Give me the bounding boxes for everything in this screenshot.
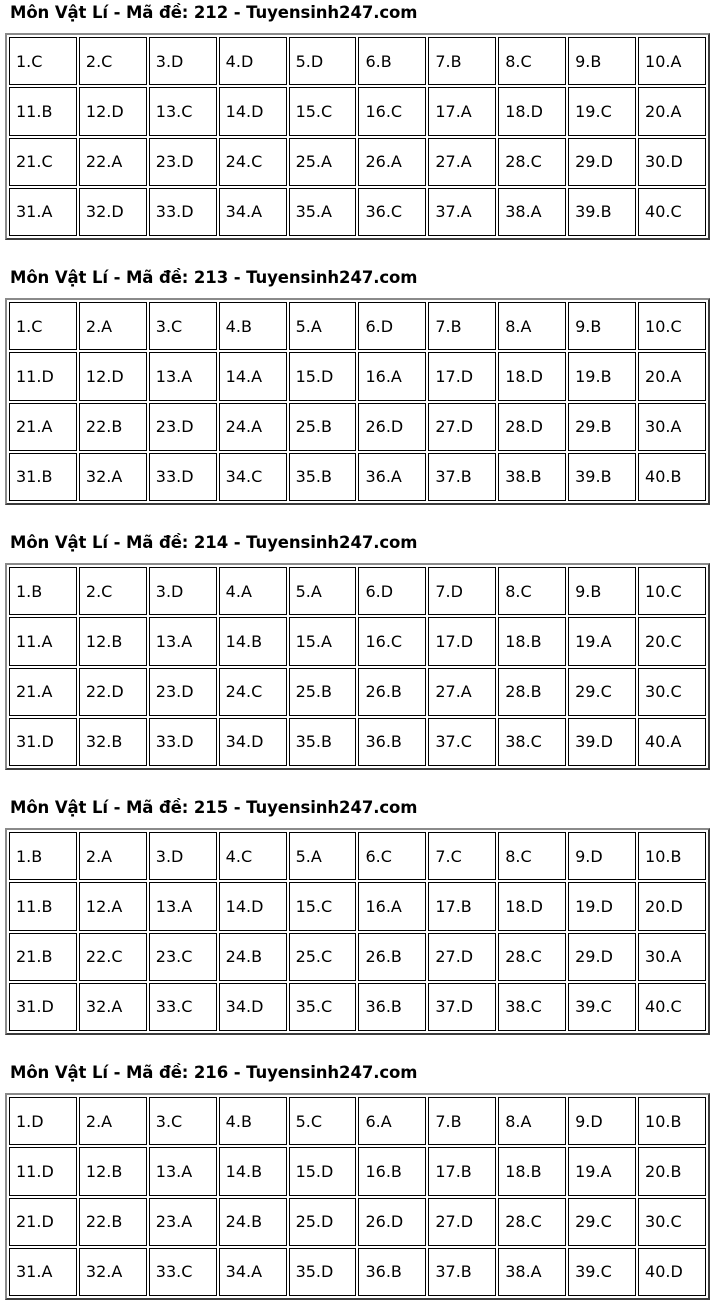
answer-cell: 27.D bbox=[428, 403, 496, 451]
table-row bbox=[9, 1198, 706, 1246]
section-heading: Môn Vật Lí - Mã đề: 212 - Tuyensinh247.com bbox=[10, 3, 418, 22]
answer-cell: 28.D bbox=[498, 403, 566, 451]
answer-cell: 16.A bbox=[358, 882, 426, 930]
answer-cell: 4.B bbox=[219, 1097, 287, 1145]
answer-cell: 15.C bbox=[289, 87, 357, 135]
answer-cell: 19.C bbox=[568, 87, 636, 135]
answer-cell: 32.A bbox=[79, 983, 147, 1031]
answer-cell: 33.C bbox=[149, 983, 217, 1031]
answer-cell: 22.D bbox=[79, 668, 147, 716]
answer-cell: 34.D bbox=[219, 718, 287, 766]
answer-cell: 3.D bbox=[149, 567, 217, 615]
answer-cell: 3.C bbox=[149, 302, 217, 350]
answer-cell: 39.C bbox=[568, 983, 636, 1031]
answer-cell: 2.A bbox=[79, 1097, 147, 1145]
answer-cell: 24.C bbox=[219, 668, 287, 716]
answer-cell: 32.A bbox=[79, 1248, 147, 1296]
answer-cell: 35.A bbox=[289, 188, 357, 236]
answer-cell: 12.A bbox=[79, 882, 147, 930]
answer-cell: 6.D bbox=[358, 302, 426, 350]
answer-table bbox=[5, 1093, 710, 1300]
answer-cell: 4.A bbox=[219, 567, 287, 615]
answer-cell: 35.B bbox=[289, 718, 357, 766]
answer-cell: 38.C bbox=[498, 983, 566, 1031]
answer-cell: 32.B bbox=[79, 718, 147, 766]
table-row bbox=[9, 352, 706, 400]
answer-cell: 12.B bbox=[79, 1147, 147, 1195]
answer-cell: 13.A bbox=[149, 352, 217, 400]
answer-cell: 19.A bbox=[568, 617, 636, 665]
answer-cell: 7.B bbox=[428, 1097, 496, 1145]
answer-cell: 3.C bbox=[149, 1097, 217, 1145]
answer-cell: 38.C bbox=[498, 718, 566, 766]
answer-cell: 29.C bbox=[568, 1198, 636, 1246]
answer-cell: 18.D bbox=[498, 882, 566, 930]
answer-cell: 2.C bbox=[79, 567, 147, 615]
answer-cell: 35.D bbox=[289, 1248, 357, 1296]
answer-cell: 37.B bbox=[428, 453, 496, 501]
answer-cell: 2.C bbox=[79, 37, 147, 85]
answer-cell: 24.A bbox=[219, 403, 287, 451]
answer-cell: 16.C bbox=[358, 87, 426, 135]
table-row bbox=[9, 983, 706, 1031]
answer-cell: 20.B bbox=[638, 1147, 706, 1195]
answer-cell: 36.B bbox=[358, 1248, 426, 1296]
answer-cell: 39.B bbox=[568, 453, 636, 501]
answer-cell: 27.A bbox=[428, 668, 496, 716]
answer-cell: 14.B bbox=[219, 1147, 287, 1195]
answer-cell: 30.C bbox=[638, 668, 706, 716]
answer-cell: 8.C bbox=[498, 567, 566, 615]
answer-cell: 10.C bbox=[638, 302, 706, 350]
answer-cell: 7.D bbox=[428, 567, 496, 615]
table-row bbox=[9, 138, 706, 186]
answer-cell: 26.A bbox=[358, 138, 426, 186]
answer-cell: 8.C bbox=[498, 832, 566, 880]
table-row bbox=[9, 718, 706, 766]
answer-cell: 18.D bbox=[498, 352, 566, 400]
answer-cell: 24.C bbox=[219, 138, 287, 186]
answer-cell: 32.A bbox=[79, 453, 147, 501]
answer-cell: 13.C bbox=[149, 87, 217, 135]
answer-cell: 31.D bbox=[9, 983, 77, 1031]
answer-cell: 21.B bbox=[9, 933, 77, 981]
answer-cell: 39.C bbox=[568, 1248, 636, 1296]
answer-cell: 12.D bbox=[79, 87, 147, 135]
answer-cell: 5.D bbox=[289, 37, 357, 85]
answer-cell: 33.D bbox=[149, 718, 217, 766]
answer-cell: 34.D bbox=[219, 983, 287, 1031]
answer-cell: 13.A bbox=[149, 882, 217, 930]
answer-cell: 28.C bbox=[498, 1198, 566, 1246]
answer-cell: 25.A bbox=[289, 138, 357, 186]
answer-table bbox=[5, 563, 710, 770]
answer-cell: 37.C bbox=[428, 718, 496, 766]
section-heading: Môn Vật Lí - Mã đề: 215 - Tuyensinh247.com bbox=[10, 798, 418, 817]
answer-cell: 37.B bbox=[428, 1248, 496, 1296]
answer-cell: 35.C bbox=[289, 983, 357, 1031]
answer-cell: 21.C bbox=[9, 138, 77, 186]
answer-cell: 25.B bbox=[289, 668, 357, 716]
answer-cell: 6.A bbox=[358, 1097, 426, 1145]
answer-cell: 12.B bbox=[79, 617, 147, 665]
answer-cell: 6.D bbox=[358, 567, 426, 615]
answer-cell: 31.A bbox=[9, 1248, 77, 1296]
section-heading: Môn Vật Lí - Mã đề: 214 - Tuyensinh247.com bbox=[10, 533, 418, 552]
answer-cell: 40.A bbox=[638, 718, 706, 766]
answer-cell: 9.D bbox=[568, 832, 636, 880]
answer-cell: 17.D bbox=[428, 617, 496, 665]
answer-cell: 38.A bbox=[498, 1248, 566, 1296]
answer-cell: 1.C bbox=[9, 37, 77, 85]
answer-cell: 29.B bbox=[568, 403, 636, 451]
answer-cell: 19.A bbox=[568, 1147, 636, 1195]
answer-cell: 19.D bbox=[568, 882, 636, 930]
answer-cell: 36.B bbox=[358, 983, 426, 1031]
table-row bbox=[9, 302, 706, 350]
table-row bbox=[9, 882, 706, 930]
answer-cell: 29.D bbox=[568, 933, 636, 981]
answer-cell: 5.A bbox=[289, 567, 357, 615]
answer-cell: 20.A bbox=[638, 87, 706, 135]
answer-cell: 15.D bbox=[289, 352, 357, 400]
answer-cell: 14.D bbox=[219, 87, 287, 135]
answer-cell: 26.D bbox=[358, 1198, 426, 1246]
answer-cell: 33.C bbox=[149, 1248, 217, 1296]
answer-cell: 31.D bbox=[9, 718, 77, 766]
answer-cell: 7.B bbox=[428, 302, 496, 350]
answer-cell: 37.A bbox=[428, 188, 496, 236]
answer-cell: 18.D bbox=[498, 87, 566, 135]
answer-cell: 2.A bbox=[79, 302, 147, 350]
answer-cell: 4.D bbox=[219, 37, 287, 85]
answer-cell: 23.A bbox=[149, 1198, 217, 1246]
answer-cell: 3.D bbox=[149, 37, 217, 85]
answer-cell: 11.D bbox=[9, 352, 77, 400]
answer-cell: 12.D bbox=[79, 352, 147, 400]
section-heading: Môn Vật Lí - Mã đề: 216 - Tuyensinh247.com bbox=[10, 1063, 418, 1082]
answer-cell: 30.A bbox=[638, 933, 706, 981]
answer-cell: 26.B bbox=[358, 668, 426, 716]
answer-table bbox=[5, 298, 710, 505]
answer-cell: 20.A bbox=[638, 352, 706, 400]
answer-cell: 16.B bbox=[358, 1147, 426, 1195]
answer-cell: 34.A bbox=[219, 188, 287, 236]
answer-cell: 33.D bbox=[149, 453, 217, 501]
answer-cell: 23.D bbox=[149, 403, 217, 451]
table-row bbox=[9, 188, 706, 236]
answer-cell: 38.B bbox=[498, 453, 566, 501]
answer-cell: 36.C bbox=[358, 188, 426, 236]
table-row bbox=[9, 37, 706, 85]
answer-cell: 27.A bbox=[428, 138, 496, 186]
answer-cell: 30.C bbox=[638, 1198, 706, 1246]
answer-cell: 30.A bbox=[638, 403, 706, 451]
table-row bbox=[9, 87, 706, 135]
answer-cell: 36.A bbox=[358, 453, 426, 501]
table-row bbox=[9, 403, 706, 451]
answer-cell: 16.A bbox=[358, 352, 426, 400]
answer-cell: 25.B bbox=[289, 403, 357, 451]
answer-cell: 27.D bbox=[428, 933, 496, 981]
answer-cell: 5.C bbox=[289, 1097, 357, 1145]
answer-cell: 40.D bbox=[638, 1248, 706, 1296]
answer-cell: 40.C bbox=[638, 983, 706, 1031]
answer-cell: 32.D bbox=[79, 188, 147, 236]
answer-cell: 7.B bbox=[428, 37, 496, 85]
table-row bbox=[9, 1097, 706, 1145]
answer-cell: 28.B bbox=[498, 668, 566, 716]
answer-cell: 15.D bbox=[289, 1147, 357, 1195]
answer-cell: 22.A bbox=[79, 138, 147, 186]
answer-cell: 15.A bbox=[289, 617, 357, 665]
answer-cell: 16.C bbox=[358, 617, 426, 665]
answer-cell: 14.A bbox=[219, 352, 287, 400]
answer-cell: 17.B bbox=[428, 882, 496, 930]
answer-cell: 7.C bbox=[428, 832, 496, 880]
answer-cell: 14.D bbox=[219, 882, 287, 930]
answer-cell: 10.C bbox=[638, 567, 706, 615]
answer-cell: 8.C bbox=[498, 37, 566, 85]
answer-cell: 9.D bbox=[568, 1097, 636, 1145]
answer-cell: 9.B bbox=[568, 302, 636, 350]
answer-cell: 17.B bbox=[428, 1147, 496, 1195]
answer-cell: 20.D bbox=[638, 882, 706, 930]
answer-cell: 3.D bbox=[149, 832, 217, 880]
answer-cell: 30.D bbox=[638, 138, 706, 186]
table-row bbox=[9, 832, 706, 880]
answer-cell: 5.A bbox=[289, 832, 357, 880]
answer-cell: 40.B bbox=[638, 453, 706, 501]
answer-cell: 9.B bbox=[568, 37, 636, 85]
answer-cell: 2.A bbox=[79, 832, 147, 880]
answer-cell: 9.B bbox=[568, 567, 636, 615]
answer-cell: 1.C bbox=[9, 302, 77, 350]
table-row bbox=[9, 668, 706, 716]
answer-cell: 10.B bbox=[638, 1097, 706, 1145]
answer-cell: 25.D bbox=[289, 1198, 357, 1246]
answer-cell: 28.C bbox=[498, 138, 566, 186]
answer-cell: 18.B bbox=[498, 617, 566, 665]
answer-cell: 27.D bbox=[428, 1198, 496, 1246]
answer-cell: 11.B bbox=[9, 882, 77, 930]
answer-cell: 4.C bbox=[219, 832, 287, 880]
answer-cell: 13.A bbox=[149, 617, 217, 665]
answer-cell: 35.B bbox=[289, 453, 357, 501]
answer-cell: 25.C bbox=[289, 933, 357, 981]
answer-cell: 14.B bbox=[219, 617, 287, 665]
answer-cell: 10.A bbox=[638, 37, 706, 85]
table-row bbox=[9, 1248, 706, 1296]
answer-cell: 18.B bbox=[498, 1147, 566, 1195]
answer-cell: 39.B bbox=[568, 188, 636, 236]
answer-cell: 8.A bbox=[498, 302, 566, 350]
answer-cell: 19.B bbox=[568, 352, 636, 400]
answer-cell: 23.C bbox=[149, 933, 217, 981]
answer-cell: 24.B bbox=[219, 933, 287, 981]
table-row bbox=[9, 617, 706, 665]
answer-cell: 29.D bbox=[568, 138, 636, 186]
table-row bbox=[9, 933, 706, 981]
answer-cell: 29.C bbox=[568, 668, 636, 716]
answer-cell: 23.D bbox=[149, 138, 217, 186]
answer-cell: 36.B bbox=[358, 718, 426, 766]
answer-cell: 11.A bbox=[9, 617, 77, 665]
answer-cell: 6.C bbox=[358, 832, 426, 880]
answer-cell: 31.B bbox=[9, 453, 77, 501]
answer-cell: 24.B bbox=[219, 1198, 287, 1246]
answer-cell: 1.D bbox=[9, 1097, 77, 1145]
answer-cell: 23.D bbox=[149, 668, 217, 716]
answer-table bbox=[5, 828, 710, 1035]
answer-cell: 39.D bbox=[568, 718, 636, 766]
answer-cell: 33.D bbox=[149, 188, 217, 236]
answer-cell: 21.D bbox=[9, 1198, 77, 1246]
answer-cell: 8.A bbox=[498, 1097, 566, 1145]
answer-cell: 38.A bbox=[498, 188, 566, 236]
answer-cell: 34.A bbox=[219, 1248, 287, 1296]
answer-cell: 10.B bbox=[638, 832, 706, 880]
answer-cell: 37.D bbox=[428, 983, 496, 1031]
table-row bbox=[9, 453, 706, 501]
answer-table bbox=[5, 33, 710, 240]
answer-cell: 21.A bbox=[9, 668, 77, 716]
answer-cell: 20.C bbox=[638, 617, 706, 665]
answer-cell: 4.B bbox=[219, 302, 287, 350]
answer-cell: 40.C bbox=[638, 188, 706, 236]
answer-cell: 22.C bbox=[79, 933, 147, 981]
answer-cell: 1.B bbox=[9, 567, 77, 615]
section-heading: Môn Vật Lí - Mã đề: 213 - Tuyensinh247.com bbox=[10, 268, 418, 287]
answer-cell: 34.C bbox=[219, 453, 287, 501]
answer-cell: 5.A bbox=[289, 302, 357, 350]
answer-cell: 31.A bbox=[9, 188, 77, 236]
table-row bbox=[9, 567, 706, 615]
answer-cell: 17.A bbox=[428, 87, 496, 135]
answer-cell: 28.C bbox=[498, 933, 566, 981]
answer-cell: 22.B bbox=[79, 403, 147, 451]
answer-cell: 22.B bbox=[79, 1198, 147, 1246]
answer-cell: 6.B bbox=[358, 37, 426, 85]
answer-cell: 21.A bbox=[9, 403, 77, 451]
answer-cell: 26.B bbox=[358, 933, 426, 981]
answer-cell: 11.D bbox=[9, 1147, 77, 1195]
answer-cell: 11.B bbox=[9, 87, 77, 135]
answer-cell: 15.C bbox=[289, 882, 357, 930]
answer-cell: 1.B bbox=[9, 832, 77, 880]
answer-cell: 26.D bbox=[358, 403, 426, 451]
answer-cell: 13.A bbox=[149, 1147, 217, 1195]
answer-cell: 17.D bbox=[428, 352, 496, 400]
table-row bbox=[9, 1147, 706, 1195]
